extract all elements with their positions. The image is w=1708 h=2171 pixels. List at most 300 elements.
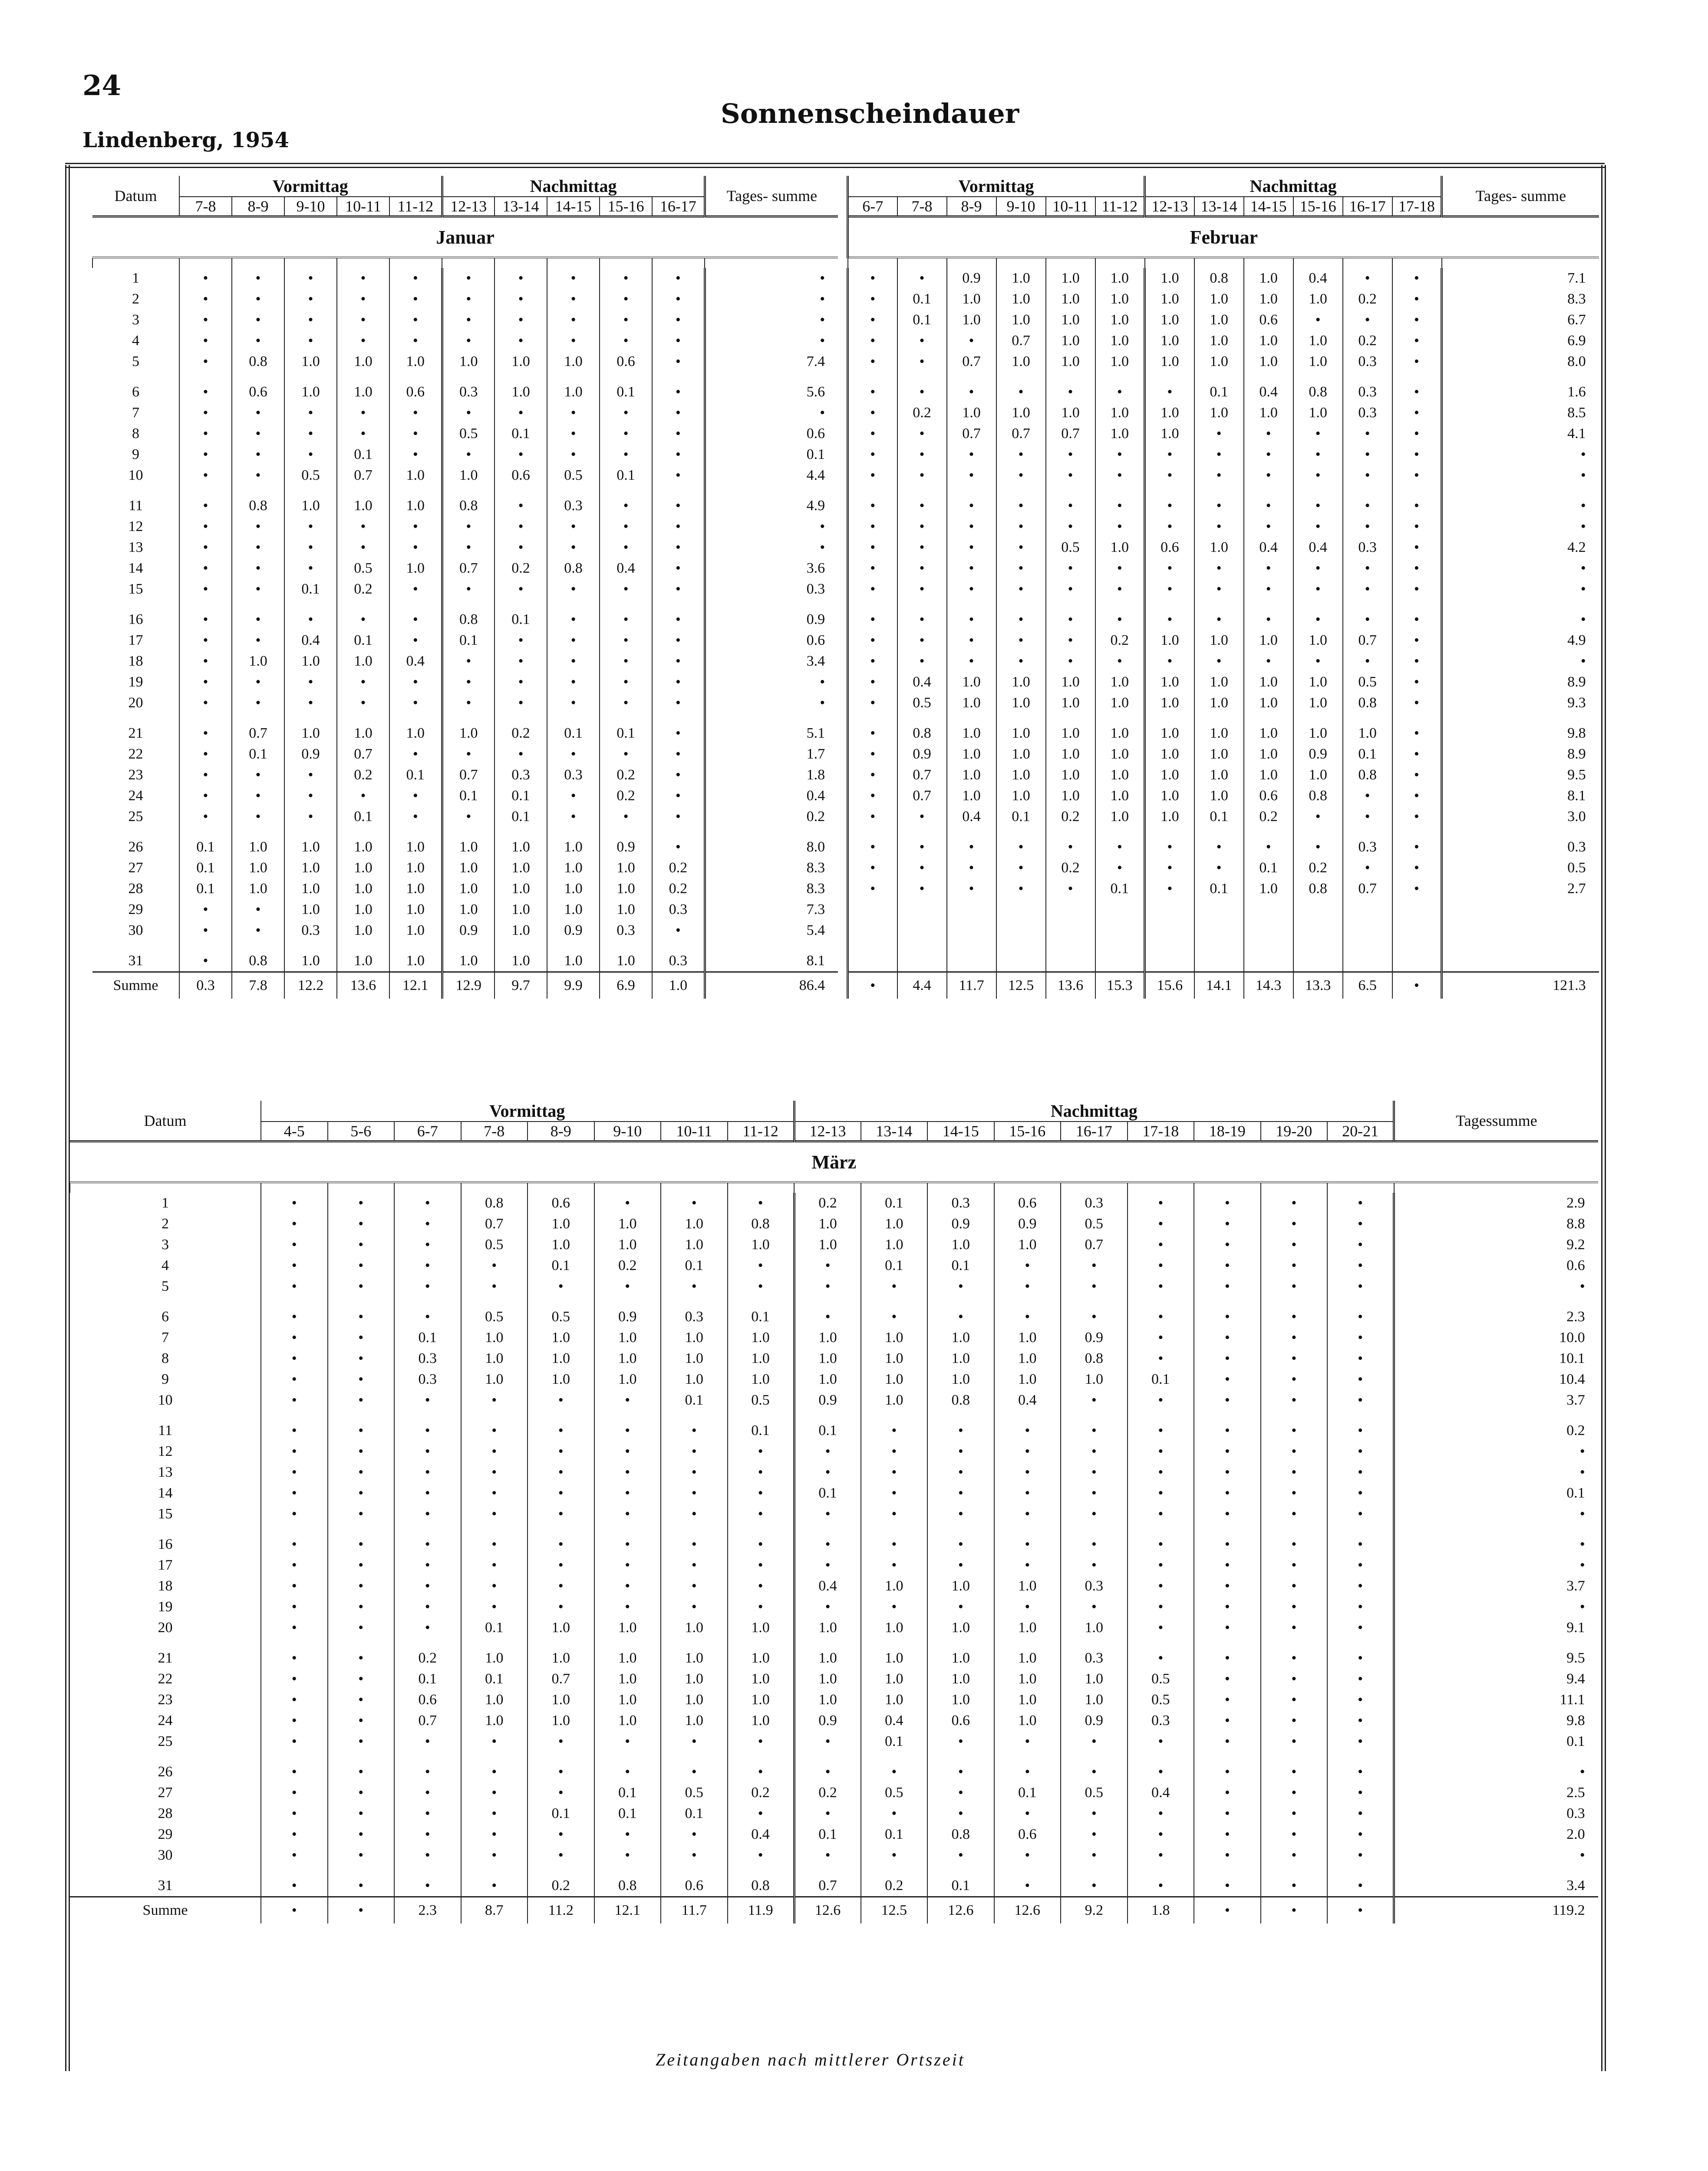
- hour-value-cell: 1.0: [528, 1710, 594, 1731]
- hour-value-cell: •: [1261, 1845, 1328, 1866]
- tagessumme-cell: 8.9: [1442, 744, 1599, 765]
- day-cell: 4: [162, 1257, 169, 1274]
- hour-value-cell: •: [389, 516, 442, 537]
- hour-value-cell: •: [179, 495, 232, 516]
- hour-value-cell: •: [661, 1534, 728, 1555]
- hour-value-cell: 1.0: [1145, 268, 1194, 289]
- summe-cell: 14.1: [1194, 972, 1244, 999]
- hour-value-cell: •: [1128, 1648, 1194, 1669]
- day-cell: 23: [128, 767, 143, 783]
- table-row: [70, 1689, 1598, 1710]
- hour-header: 17-18: [1128, 1122, 1194, 1142]
- hour-value-cell: •: [794, 1276, 861, 1297]
- hour-value-cell: 0.2: [861, 1875, 928, 1897]
- day-cell: 6: [162, 1309, 169, 1325]
- hour-value-cell: 1.0: [528, 1327, 594, 1348]
- hour-value-cell: •: [394, 1534, 461, 1555]
- hour-value-cell: •: [594, 1462, 661, 1483]
- hour-value-cell: •: [1392, 785, 1442, 806]
- hour-value-cell: •: [861, 1504, 928, 1524]
- tagessumme-cell: 1.6: [1442, 382, 1599, 403]
- hour-value-cell: •: [1392, 693, 1442, 713]
- hour-value-cell: •: [1261, 1307, 1328, 1327]
- hour-value-cell: 0.3: [652, 899, 705, 920]
- hour-value-cell: 0.8: [461, 1193, 528, 1214]
- hour-value-cell: •: [652, 693, 705, 713]
- hour-value-cell: •: [1128, 1327, 1194, 1348]
- hour-value-cell: 0.9: [442, 920, 495, 941]
- hour-value-cell: •: [1128, 1420, 1194, 1441]
- hour-value-cell: 1.0: [1095, 310, 1145, 330]
- hour-header: 13-14: [1194, 197, 1244, 217]
- hour-value-cell: 1.0: [1061, 1617, 1128, 1638]
- hour-value-cell: •: [528, 1420, 594, 1441]
- hour-value-cell: •: [994, 1845, 1061, 1866]
- hour-value-cell: 0.1: [394, 1327, 461, 1348]
- hour-value-cell: •: [179, 950, 232, 972]
- hour-value-cell: •: [1343, 310, 1392, 330]
- hour-value-cell: •: [1194, 1555, 1261, 1576]
- hour-value-cell: •: [1327, 1534, 1394, 1555]
- spacer-row: [92, 372, 838, 382]
- hour-value-cell: •: [794, 1441, 861, 1462]
- hour-value-cell: •: [594, 1555, 661, 1576]
- hour-value-cell: •: [461, 1762, 528, 1782]
- summe-cell: 1.0: [652, 972, 705, 999]
- hour-value-cell: •: [927, 1307, 994, 1327]
- hour-value-cell: 0.4: [1244, 382, 1293, 403]
- hour-value-cell: •: [232, 289, 284, 310]
- hour-value-cell: •: [1327, 1307, 1394, 1327]
- hour-value-cell: •: [1392, 403, 1442, 423]
- hour-value-cell: 1.0: [1145, 672, 1194, 693]
- hour-value-cell: •: [994, 1803, 1061, 1824]
- hour-value-cell: •: [1145, 444, 1194, 465]
- hour-value-cell: •: [1046, 837, 1095, 858]
- hour-value-cell: •: [947, 858, 996, 878]
- hour-value-cell: •: [1327, 1462, 1394, 1483]
- hour-value-cell: •: [1343, 268, 1392, 289]
- hour-value-cell: •: [897, 651, 947, 672]
- summe-cell: 9.9: [547, 972, 600, 999]
- hour-value-cell: •: [1392, 268, 1442, 289]
- hour-value-cell: •: [1261, 1390, 1328, 1411]
- hour-value-cell: 1.0: [461, 1348, 528, 1369]
- hour-value-cell: 0.3: [547, 495, 600, 516]
- hour-value-cell: •: [328, 1420, 395, 1441]
- hour-value-cell: 0.7: [442, 558, 495, 579]
- hour-value-cell: •: [848, 609, 897, 630]
- hour-value-cell: •: [1293, 516, 1343, 537]
- hour-value-cell: •: [284, 444, 337, 465]
- hour-value-cell: •: [661, 1845, 728, 1866]
- tagessumme-cell: 7.3: [705, 899, 838, 920]
- tagessumme-cell: 8.1: [705, 950, 838, 972]
- hour-value-cell: •: [1244, 579, 1293, 600]
- tagessumme-cell: •: [1394, 1276, 1598, 1297]
- day-cell: 18: [128, 653, 143, 669]
- hour-value-cell: •: [848, 382, 897, 403]
- hour-value-cell: •: [1327, 1369, 1394, 1390]
- spacer-row: [848, 941, 1599, 950]
- hour-value-cell: •: [261, 1576, 328, 1597]
- day-cell: 24: [158, 1712, 173, 1729]
- hour-value-cell: •: [1244, 516, 1293, 537]
- hour-value-cell: 1.0: [1095, 537, 1145, 558]
- hour-value-cell: 1.0: [1046, 289, 1095, 310]
- hour-value-cell: •: [861, 1307, 928, 1327]
- hour-value-cell: •: [1046, 878, 1095, 899]
- hour-value-cell: •: [947, 651, 996, 672]
- hour-value-cell: •: [1392, 837, 1442, 858]
- hour-value-cell: •: [261, 1648, 328, 1669]
- hour-value-cell: •: [594, 1762, 661, 1782]
- hour-value-cell: •: [261, 1762, 328, 1782]
- hour-value-cell: •: [861, 1420, 928, 1441]
- hour-value-cell: 0.7: [897, 785, 947, 806]
- tagessumme-cell: 0.1: [1394, 1483, 1598, 1504]
- hour-value-cell: •: [461, 1555, 528, 1576]
- hour-value-cell: •: [394, 1597, 461, 1617]
- hour-value-cell: •: [337, 516, 389, 537]
- hour-value-cell: •: [284, 330, 337, 351]
- tagessumme-cell: •: [1394, 1597, 1598, 1617]
- hour-value-cell: •: [179, 516, 232, 537]
- hour-value-cell: •: [1128, 1875, 1194, 1897]
- hour-value-cell: •: [1061, 1555, 1128, 1576]
- spacer-row: [92, 827, 838, 837]
- hour-value-cell: 0.5: [337, 558, 389, 579]
- hour-value-cell: •: [1194, 516, 1244, 537]
- hour-value-cell: •: [1327, 1276, 1394, 1297]
- hour-value-cell: •: [594, 1597, 661, 1617]
- vormittag-header: Vormittag: [261, 1101, 794, 1122]
- hour-value-cell: 0.2: [337, 579, 389, 600]
- hour-value-cell: •: [1261, 1762, 1328, 1782]
- hour-value-cell: •: [661, 1597, 728, 1617]
- hour-value-cell: 1.0: [389, 899, 442, 920]
- hour-value-cell: •: [389, 579, 442, 600]
- hour-value-cell: •: [328, 1576, 395, 1597]
- hour-value-cell: •: [1194, 1462, 1261, 1483]
- hour-value-cell: 0.4: [897, 672, 947, 693]
- hour-value-cell: •: [861, 1762, 928, 1782]
- table-row: [848, 920, 1599, 941]
- hour-value-cell: •: [1061, 1731, 1128, 1752]
- hour-value-cell: •: [652, 330, 705, 351]
- hour-value-cell: 0.8: [1293, 878, 1343, 899]
- hour-value-cell: 0.6: [1244, 785, 1293, 806]
- hour-value-cell: •: [594, 1576, 661, 1597]
- tagessumme-cell: •: [1442, 516, 1599, 537]
- hour-value-cell: •: [394, 1441, 461, 1462]
- hour-value-cell: •: [1128, 1462, 1194, 1483]
- hour-value-cell: •: [1244, 495, 1293, 516]
- hour-value-cell: •: [284, 537, 337, 558]
- summe-label: Summe: [92, 972, 179, 999]
- hour-value-cell: 1.0: [861, 1669, 928, 1689]
- hour-value-cell: 0.9: [994, 1214, 1061, 1234]
- hour-value-cell: •: [1293, 837, 1343, 858]
- hour-value-cell: •: [442, 516, 495, 537]
- summe-cell: 11.2: [528, 1897, 594, 1924]
- tagessumme-cell: 2.5: [1394, 1782, 1598, 1803]
- hour-value-cell: •: [1327, 1483, 1394, 1504]
- hour-value-cell: [996, 920, 1046, 941]
- hour-value-cell: [1392, 950, 1442, 972]
- hour-value-cell: •: [232, 806, 284, 827]
- hour-value-cell: •: [232, 465, 284, 486]
- hour-value-cell: •: [947, 878, 996, 899]
- hour-value-cell: •: [652, 609, 705, 630]
- hour-value-cell: •: [394, 1617, 461, 1638]
- hour-value-cell: •: [284, 289, 337, 310]
- hour-value-cell: 1.0: [1095, 423, 1145, 444]
- hour-value-cell: •: [1261, 1504, 1328, 1524]
- hour-value-cell: •: [389, 403, 442, 423]
- day-cell: 8: [132, 426, 139, 442]
- hour-value-cell: 1.0: [1145, 630, 1194, 651]
- hour-value-cell: 0.5: [1061, 1782, 1128, 1803]
- month-maerz: März: [70, 1142, 1598, 1183]
- hour-value-cell: 1.0: [661, 1689, 728, 1710]
- hour-value-cell: 1.0: [661, 1234, 728, 1255]
- hour-value-cell: •: [897, 630, 947, 651]
- day-cell: 11: [129, 498, 143, 514]
- hour-value-cell: 1.0: [1244, 403, 1293, 423]
- hour-value-cell: 0.2: [600, 765, 652, 785]
- hour-value-cell: 1.0: [495, 858, 547, 878]
- summe-cell: 13.3: [1293, 972, 1343, 999]
- hour-header: 9-10: [284, 197, 337, 217]
- hour-value-cell: 0.5: [528, 1307, 594, 1327]
- hour-value-cell: •: [947, 330, 996, 351]
- table-row: [92, 423, 838, 444]
- hour-value-cell: 1.0: [947, 289, 996, 310]
- hour-value-cell: 0.5: [897, 693, 947, 713]
- hour-value-cell: •: [861, 1441, 928, 1462]
- hour-value-cell: •: [1145, 609, 1194, 630]
- hour-value-cell: •: [1392, 723, 1442, 744]
- hour-value-cell: •: [394, 1731, 461, 1752]
- hour-value-cell: •: [927, 1420, 994, 1441]
- hour-value-cell: 1.0: [594, 1648, 661, 1669]
- hour-value-cell: 1.0: [594, 1214, 661, 1234]
- hour-value-cell: 0.8: [547, 558, 600, 579]
- hour-value-cell: •: [1261, 1669, 1328, 1689]
- hour-value-cell: •: [495, 330, 547, 351]
- table-row: [848, 806, 1599, 827]
- tagessumme-cell: 3.0: [1442, 806, 1599, 827]
- hour-value-cell: •: [389, 785, 442, 806]
- hour-value-cell: 0.1: [394, 1669, 461, 1689]
- summe-cell: 11.9: [728, 1897, 795, 1924]
- hour-value-cell: •: [1261, 1782, 1328, 1803]
- hour-value-cell: •: [328, 1803, 395, 1824]
- datum-header: Datum: [92, 176, 179, 217]
- hour-value-cell: •: [547, 630, 600, 651]
- hour-value-cell: 1.0: [495, 950, 547, 972]
- hour-value-cell: 1.0: [547, 351, 600, 372]
- summe-cell: 12.1: [594, 1897, 661, 1924]
- hour-value-cell: 0.3: [600, 920, 652, 941]
- hour-value-cell: •: [848, 444, 897, 465]
- tagessumme-cell: 8.3: [1442, 289, 1599, 310]
- hour-value-cell: •: [1343, 423, 1392, 444]
- table-row: [70, 1803, 1598, 1824]
- hour-header: 9-10: [594, 1122, 661, 1142]
- hour-value-cell: 1.0: [794, 1214, 861, 1234]
- hour-value-cell: 1.0: [1145, 693, 1194, 713]
- hour-value-cell: •: [394, 1576, 461, 1597]
- hour-value-cell: •: [848, 723, 897, 744]
- hour-header: 12-13: [1145, 197, 1194, 217]
- table-row: [92, 899, 838, 920]
- hour-value-cell: 0.2: [652, 878, 705, 899]
- hour-value-cell: •: [1061, 1276, 1128, 1297]
- day-cell: 2: [162, 1216, 169, 1232]
- spacer-row: [848, 827, 1599, 837]
- hour-value-cell: •: [284, 806, 337, 827]
- hour-value-cell: 0.9: [897, 744, 947, 765]
- hour-value-cell: •: [861, 1555, 928, 1576]
- hour-value-cell: •: [261, 1689, 328, 1710]
- hour-value-cell: •: [528, 1504, 594, 1524]
- hour-value-cell: •: [594, 1390, 661, 1411]
- hour-value-cell: •: [994, 1875, 1061, 1897]
- hour-value-cell: •: [232, 693, 284, 713]
- hour-value-cell: •: [1095, 444, 1145, 465]
- hour-value-cell: 1.0: [1046, 268, 1095, 289]
- hour-value-cell: •: [1061, 1504, 1128, 1524]
- summe-cell: 14.3: [1244, 972, 1293, 999]
- hour-value-cell: 1.0: [1046, 403, 1095, 423]
- hour-value-cell: •: [728, 1193, 795, 1214]
- hour-value-cell: •: [1046, 558, 1095, 579]
- table-row: [92, 693, 838, 713]
- hour-value-cell: •: [442, 310, 495, 330]
- hour-value-cell: 1.0: [1095, 330, 1145, 351]
- hour-value-cell: •: [461, 1420, 528, 1441]
- hour-value-cell: 0.1: [897, 289, 947, 310]
- hour-value-cell: •: [1046, 516, 1095, 537]
- hour-value-cell: [1244, 950, 1293, 972]
- hour-value-cell: •: [328, 1762, 395, 1782]
- hour-value-cell: 1.0: [284, 899, 337, 920]
- hour-value-cell: •: [848, 351, 897, 372]
- hour-value-cell: 0.1: [794, 1483, 861, 1504]
- summe-total: 121.3: [1442, 972, 1599, 999]
- hour-value-cell: 1.0: [996, 723, 1046, 744]
- hour-value-cell: [1145, 950, 1194, 972]
- hour-value-cell: •: [1128, 1483, 1194, 1504]
- hour-value-cell: 1.0: [1194, 765, 1244, 785]
- hour-value-cell: 1.0: [461, 1369, 528, 1390]
- table-row: [848, 444, 1599, 465]
- hour-value-cell: •: [261, 1369, 328, 1390]
- hour-value-cell: •: [1392, 351, 1442, 372]
- hour-value-cell: •: [1327, 1420, 1394, 1441]
- month-februar: Februar: [848, 217, 1599, 258]
- hour-value-cell: •: [1128, 1214, 1194, 1234]
- hour-value-cell: •: [394, 1462, 461, 1483]
- hour-value-cell: •: [394, 1307, 461, 1327]
- table-row: [70, 1234, 1598, 1255]
- hour-value-cell: 1.0: [1046, 693, 1095, 713]
- hour-value-cell: 0.6: [495, 465, 547, 486]
- day-cell: 14: [158, 1485, 173, 1501]
- summe-cell: 7.8: [232, 972, 284, 999]
- hour-value-cell: •: [1392, 465, 1442, 486]
- tagessumme-cell: 8.0: [1442, 351, 1599, 372]
- hour-value-cell: •: [994, 1597, 1061, 1617]
- hour-value-cell: •: [1095, 558, 1145, 579]
- hour-value-cell: •: [495, 444, 547, 465]
- hour-value-cell: •: [728, 1555, 795, 1576]
- hour-value-cell: •: [1128, 1576, 1194, 1597]
- hour-value-cell: 0.8: [1343, 765, 1392, 785]
- hour-value-cell: •: [232, 765, 284, 785]
- hour-value-cell: •: [927, 1803, 994, 1824]
- hour-value-cell: •: [328, 1441, 395, 1462]
- hour-value-cell: •: [1095, 651, 1145, 672]
- hour-value-cell: •: [328, 1504, 395, 1524]
- hour-value-cell: •: [1327, 1576, 1394, 1597]
- hour-value-cell: •: [927, 1845, 994, 1866]
- hour-value-cell: [1343, 950, 1392, 972]
- day-cell: 22: [158, 1671, 173, 1687]
- hour-value-cell: •: [794, 1555, 861, 1576]
- hour-value-cell: 0.5: [661, 1782, 728, 1803]
- hour-value-cell: •: [1327, 1193, 1394, 1214]
- day-cell: 21: [128, 725, 143, 741]
- hour-value-cell: •: [1261, 1255, 1328, 1276]
- hour-value-cell: •: [1261, 1234, 1328, 1255]
- hour-value-cell: 1.0: [232, 651, 284, 672]
- hour-value-cell: •: [1327, 1731, 1394, 1752]
- hour-value-cell: •: [600, 651, 652, 672]
- hour-value-cell: 1.0: [1194, 310, 1244, 330]
- tagessumme-cell: •: [1394, 1441, 1598, 1462]
- hour-value-cell: •: [337, 330, 389, 351]
- hour-value-cell: •: [594, 1504, 661, 1524]
- hour-value-cell: •: [1293, 651, 1343, 672]
- table-row: [70, 1462, 1598, 1483]
- hour-value-cell: •: [947, 465, 996, 486]
- hour-value-cell: •: [442, 693, 495, 713]
- hour-value-cell: •: [337, 537, 389, 558]
- hour-value-cell: 0.9: [594, 1307, 661, 1327]
- tagessumme-cell: 7.4: [705, 351, 838, 372]
- tagessumme-cell: 8.0: [705, 837, 838, 858]
- summe-cell: 12.6: [994, 1897, 1061, 1924]
- hour-value-cell: [996, 950, 1046, 972]
- hour-value-cell: •: [261, 1327, 328, 1348]
- hour-header: 11-12: [728, 1122, 795, 1142]
- hour-value-cell: •: [1061, 1845, 1128, 1866]
- tagessumme-header: Tages- summe: [705, 176, 838, 217]
- table-row: [92, 558, 838, 579]
- hour-value-cell: [1392, 920, 1442, 941]
- hour-value-cell: 1.0: [594, 1234, 661, 1255]
- day-cell: 9: [132, 446, 139, 462]
- hour-value-cell: •: [1128, 1555, 1194, 1576]
- hour-value-cell: •: [495, 403, 547, 423]
- hour-value-cell: 0.4: [728, 1824, 795, 1845]
- summe-label: Summe: [70, 1897, 261, 1924]
- hour-value-cell: •: [996, 837, 1046, 858]
- tagessumme-header: Tages- summe: [1442, 176, 1599, 217]
